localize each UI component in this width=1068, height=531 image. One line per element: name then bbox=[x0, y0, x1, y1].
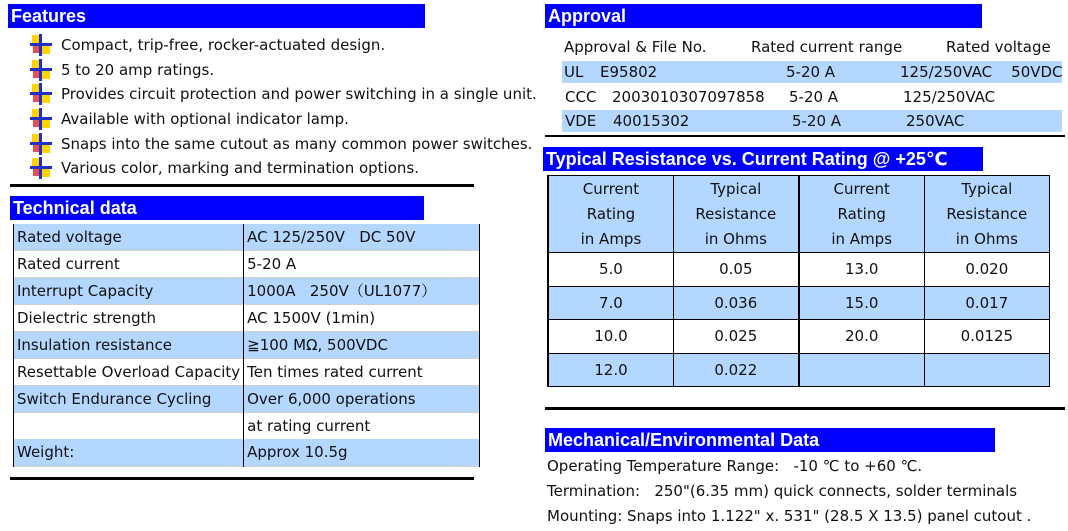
table-row bbox=[548, 320, 1050, 354]
approval-row bbox=[562, 110, 1062, 132]
approval-voltage: 250VAC bbox=[906, 112, 965, 130]
feature-text: Snaps into the same cutout as many common power switches. bbox=[61, 134, 533, 153]
approval-file-no: 2003010307097858 bbox=[612, 88, 765, 106]
spec-label: Switch Endurance Cycling bbox=[14, 386, 244, 413]
table-row bbox=[14, 413, 480, 440]
operating-temperature-text: Operating Temperature Range: -10 ℃ to +60 ℃. bbox=[547, 457, 923, 475]
table-row bbox=[14, 359, 480, 386]
header-line: Current bbox=[833, 179, 890, 198]
bullet-icon bbox=[30, 34, 52, 56]
approval-file-no: 40015302 bbox=[613, 112, 690, 130]
approval-current: 5-20 A bbox=[786, 63, 836, 81]
feature-item bbox=[30, 156, 537, 181]
resistance-cell: 0.0125 bbox=[924, 320, 1049, 354]
resistance-cell: 0.036 bbox=[673, 286, 798, 320]
table-row bbox=[14, 278, 480, 305]
approval-file-no: E95802 bbox=[600, 63, 658, 81]
spec-value: Over 6,000 operations bbox=[244, 386, 480, 413]
current-cell: 20.0 bbox=[799, 320, 924, 354]
header-line: Typical bbox=[710, 179, 762, 198]
current-cell bbox=[799, 353, 924, 387]
spec-label: Weight: bbox=[14, 439, 244, 466]
feature-item bbox=[30, 131, 537, 156]
approval-agency: VDE bbox=[565, 112, 597, 130]
resistance-table bbox=[547, 175, 1050, 387]
mounting-text: Mounting: Snaps into 1.122" x. 531" (28.5 X 13.5) panel cutout . bbox=[547, 507, 1032, 525]
header-line: in Amps bbox=[831, 229, 893, 248]
resistance-heading: Typical Resistance vs. Current Rating @ +25℃ bbox=[543, 147, 983, 171]
approval-column-header: Rated voltage bbox=[946, 38, 1051, 56]
spec-label: Rated current bbox=[14, 251, 244, 278]
bullet-icon bbox=[30, 157, 52, 179]
header-line: Rating bbox=[586, 204, 636, 223]
spec-value: Approx 10.5g bbox=[244, 439, 480, 466]
divider bbox=[10, 184, 474, 187]
current-cell: 5.0 bbox=[548, 253, 673, 287]
bullet-icon bbox=[30, 133, 52, 155]
spec-value: AC 125/250V DC 50V bbox=[244, 224, 480, 251]
spec-value: at rating current bbox=[244, 413, 480, 440]
technical-heading: Technical data bbox=[10, 196, 424, 220]
approval-current: 5-20 A bbox=[789, 88, 839, 106]
header-line: Typical bbox=[961, 179, 1013, 198]
resistance-cell: 0.020 bbox=[924, 253, 1049, 287]
feature-item bbox=[30, 33, 537, 58]
divider bbox=[545, 407, 1065, 410]
current-cell: 10.0 bbox=[548, 320, 673, 354]
feature-text: Various color, marking and termination options. bbox=[61, 159, 419, 178]
bullet-icon bbox=[30, 83, 52, 105]
table-row bbox=[14, 224, 480, 251]
current-cell: 7.0 bbox=[548, 286, 673, 320]
table-row bbox=[548, 353, 1050, 387]
feature-item bbox=[30, 107, 537, 132]
termination-text: Termination: 250"(6.35 mm) quick connects, solder terminals bbox=[547, 482, 1018, 500]
spec-label: Rated voltage bbox=[14, 224, 244, 251]
resistance-cell: 0.022 bbox=[673, 353, 798, 387]
spec-value: AC 1500V (1min) bbox=[244, 305, 480, 332]
feature-item bbox=[30, 82, 537, 107]
mechanical-heading: Mechanical/Environmental Data bbox=[545, 428, 995, 452]
table-row bbox=[548, 286, 1050, 320]
divider bbox=[545, 135, 1065, 137]
divider bbox=[10, 477, 474, 480]
approval-row bbox=[562, 61, 1062, 83]
table-row bbox=[14, 439, 480, 466]
header-line: in Amps bbox=[580, 229, 642, 248]
resistance-cell: 0.05 bbox=[673, 253, 798, 287]
column-header bbox=[673, 176, 798, 253]
resistance-cell: 0.025 bbox=[673, 320, 798, 354]
approval-row bbox=[562, 86, 1062, 108]
feature-text: Available with optional indicator lamp. bbox=[61, 110, 349, 129]
column-header bbox=[548, 176, 673, 253]
feature-text: Provides circuit protection and power switching in a single unit. bbox=[61, 85, 537, 104]
current-cell: 15.0 bbox=[799, 286, 924, 320]
approval-current: 5-20 A bbox=[792, 112, 842, 130]
header-line: Resistance bbox=[695, 204, 777, 223]
header-line: in Ohms bbox=[704, 229, 767, 248]
spec-value: 5-20 A bbox=[244, 251, 480, 278]
feature-text: Compact, trip-free, rocker-actuated design. bbox=[61, 36, 386, 55]
technical-table bbox=[13, 224, 480, 467]
features-list bbox=[30, 33, 537, 181]
header-line: Current bbox=[582, 179, 640, 198]
current-cell: 12.0 bbox=[548, 353, 673, 387]
spec-value: 1000A 250V（UL1077） bbox=[244, 278, 480, 305]
table-row bbox=[14, 305, 480, 332]
table-row bbox=[14, 386, 480, 413]
column-header bbox=[924, 176, 1049, 253]
approval-heading: Approval bbox=[545, 4, 982, 28]
resistance-cell: 0.017 bbox=[924, 286, 1049, 320]
spec-label: Insulation resistance bbox=[14, 332, 244, 359]
approval-agency: UL bbox=[564, 63, 584, 81]
feature-item bbox=[30, 58, 537, 83]
table-row bbox=[548, 253, 1050, 287]
resistance-cell bbox=[924, 353, 1049, 387]
approval-column-header: Rated current range bbox=[751, 38, 903, 56]
spec-label: Dielectric strength bbox=[14, 305, 244, 332]
table-header-row bbox=[548, 176, 1050, 253]
table-row bbox=[14, 251, 480, 278]
bullet-icon bbox=[30, 108, 52, 130]
spec-label: Resettable Overload Capacity bbox=[14, 359, 244, 386]
feature-text: 5 to 20 amp ratings. bbox=[61, 60, 215, 79]
features-heading: Features bbox=[8, 4, 425, 28]
spec-value: Ten times rated current bbox=[244, 359, 480, 386]
table-row bbox=[14, 332, 480, 359]
spec-label: Interrupt Capacity bbox=[14, 278, 244, 305]
approval-voltage: 125/250VAC 50VDC bbox=[900, 63, 1063, 81]
header-line: Resistance bbox=[946, 204, 1028, 223]
column-header bbox=[799, 176, 924, 253]
approval-agency: CCC bbox=[565, 88, 597, 106]
approval-voltage: 125/250VAC bbox=[903, 88, 996, 106]
approval-column-header: Approval & File No. bbox=[564, 38, 707, 56]
header-line: Rating bbox=[837, 204, 886, 223]
current-cell: 13.0 bbox=[799, 253, 924, 287]
approval-header-row bbox=[562, 36, 1062, 58]
bullet-icon bbox=[30, 59, 52, 81]
spec-value: ≧100 MΩ, 500VDC bbox=[244, 332, 480, 359]
header-line: in Ohms bbox=[955, 229, 1018, 248]
spec-label bbox=[14, 413, 244, 440]
